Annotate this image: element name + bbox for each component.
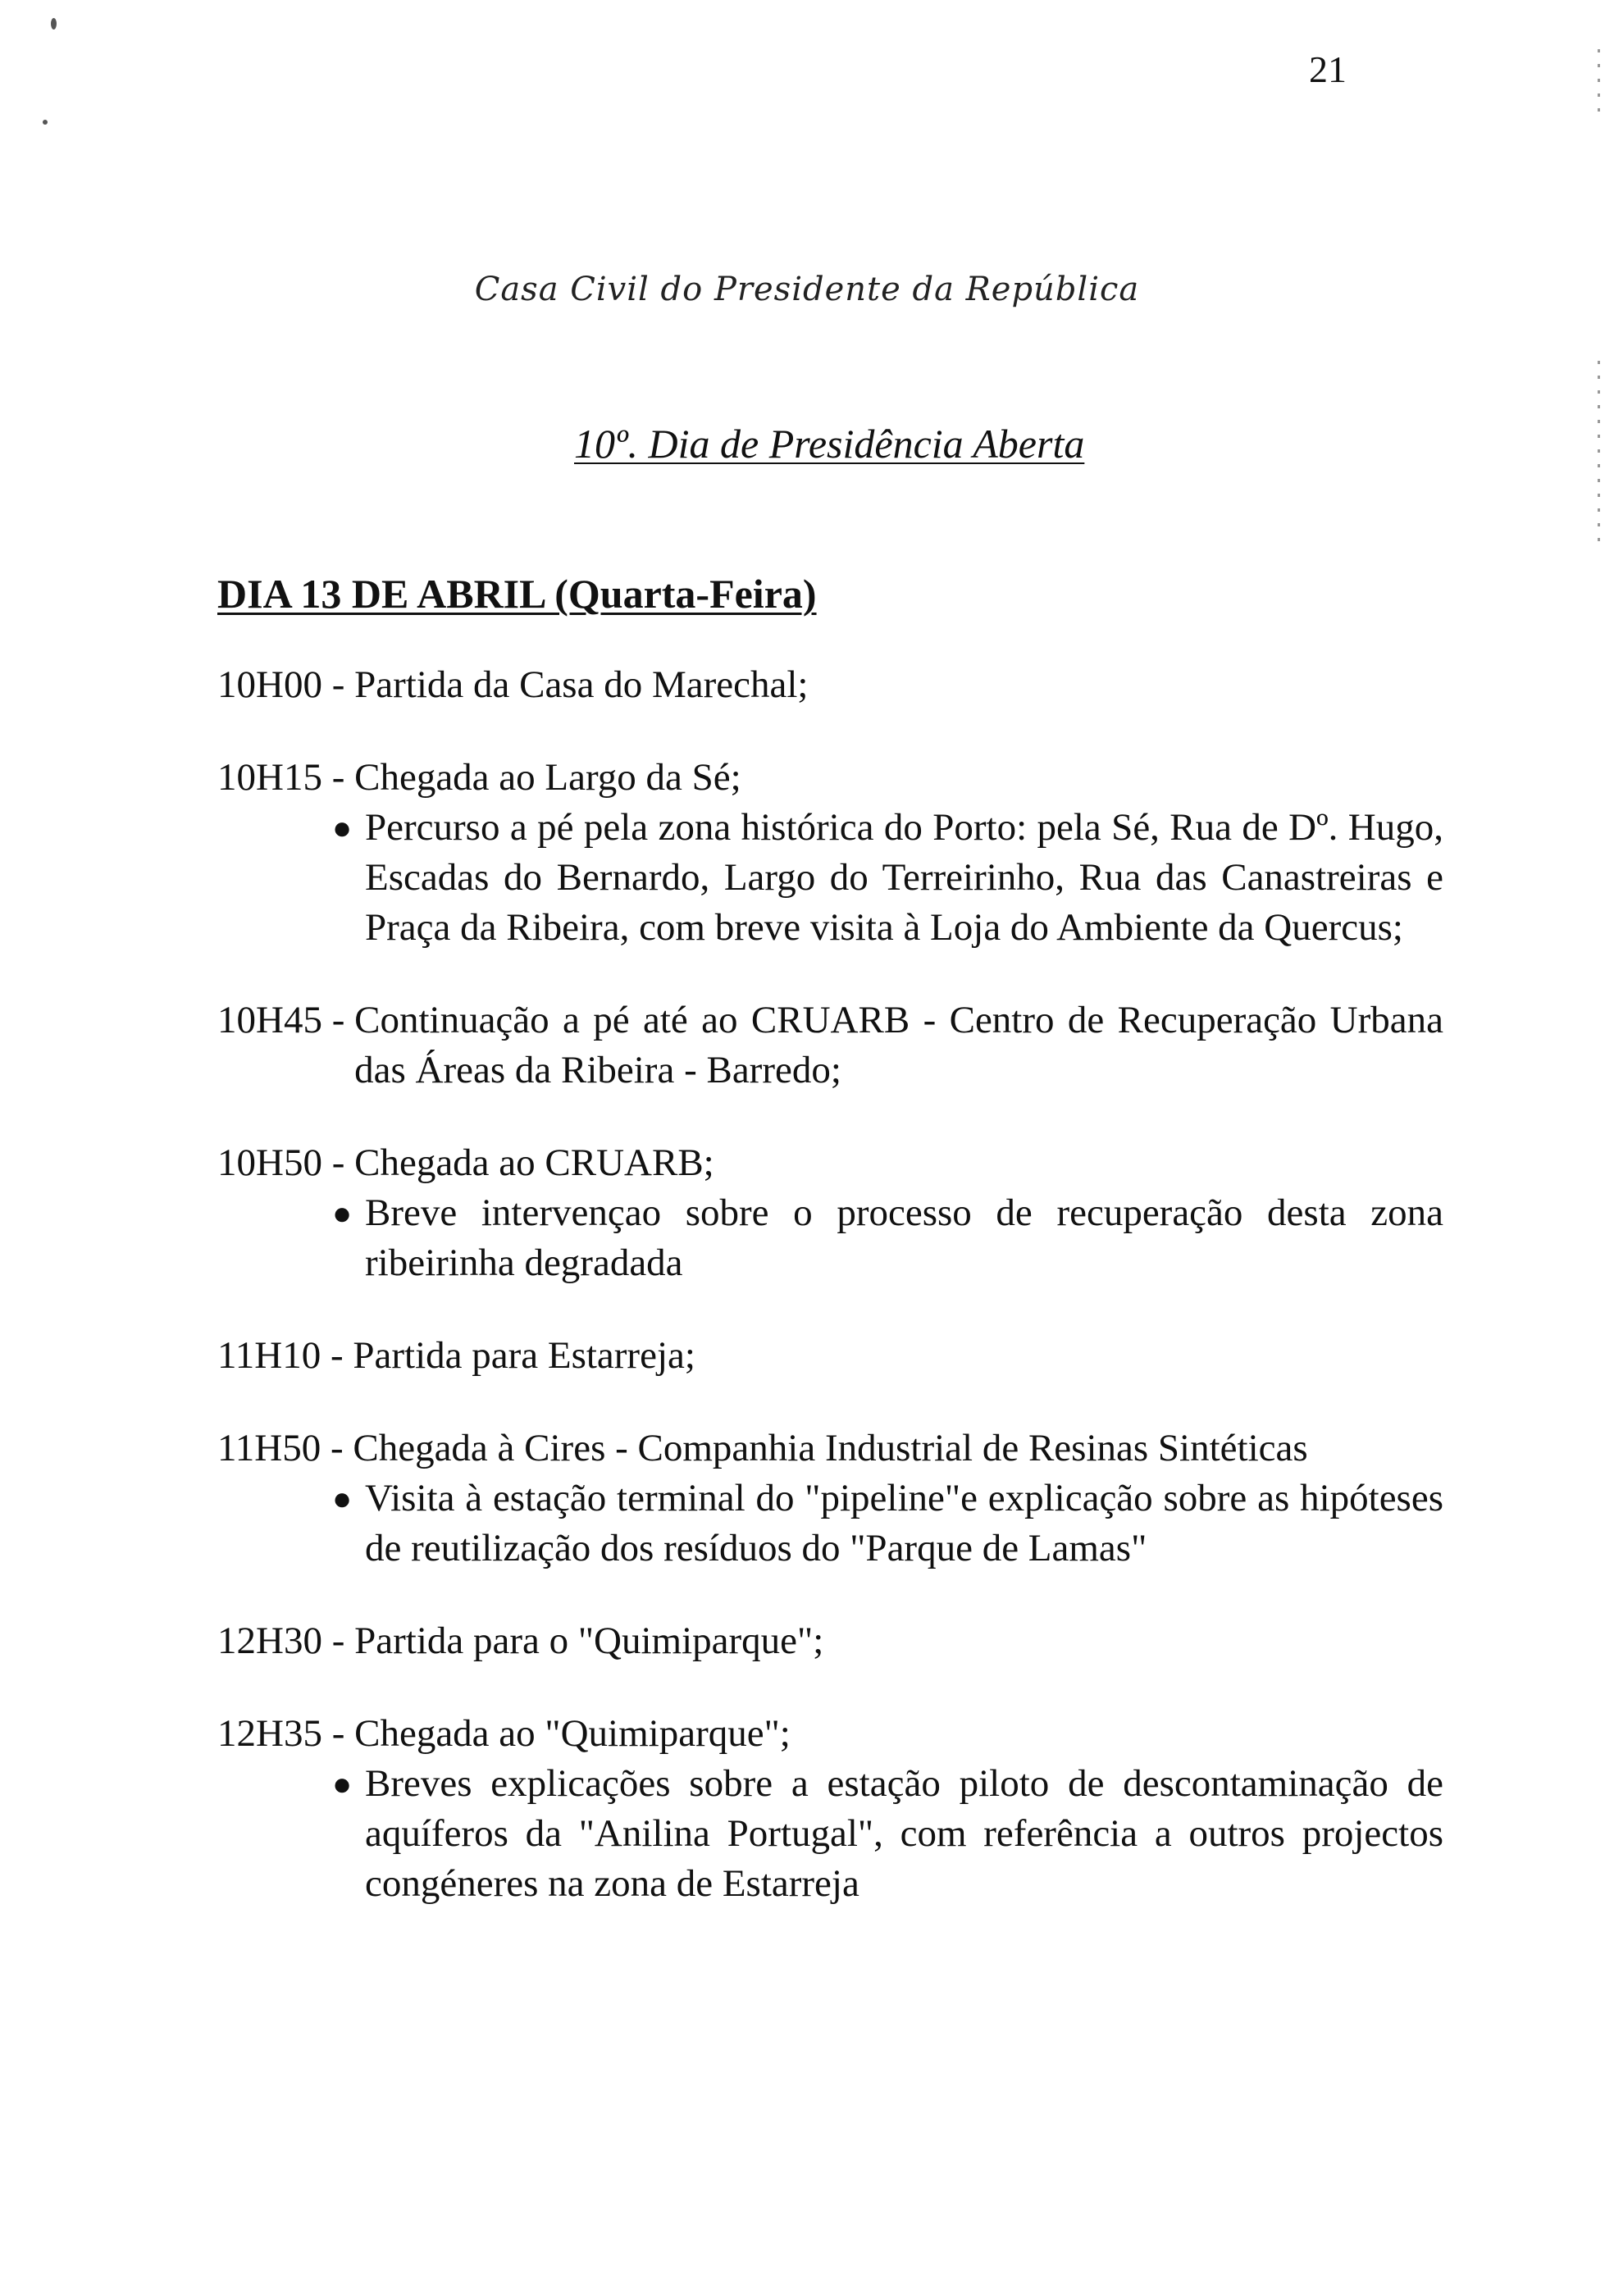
scan-edge-dots: [1598, 361, 1600, 541]
schedule: [217, 660, 1443, 1952]
scan-speck: [51, 18, 57, 30]
detail-text: Breves explicações sobre a estação piloto de descontaminação de aquíferos da "Anilina Portugal", com referência a outros projectos congéneres na zona de Estarreja: [365, 1762, 1443, 1905]
detail-text: Visita à estação terminal do "pipeline"e explicação sobre as hipóteses de reutilização dos resíduos do "Parque de Lamas": [365, 1477, 1443, 1569]
entry-time: 12H30: [217, 1620, 322, 1662]
scan-speck: [43, 120, 48, 125]
entry-text: Chegada ao "Quimiparque";: [354, 1712, 791, 1755]
bullet-icon: ●: [332, 1480, 353, 1517]
entry-time: 10H45: [217, 999, 322, 1041]
schedule-entry: 12H30 - Partida para o "Quimiparque";: [217, 1616, 1443, 1666]
letterhead: Casa Civil do Presidente da República: [474, 271, 1140, 308]
entry-time: 11H10: [217, 1334, 321, 1377]
detail-item: [217, 1474, 1443, 1574]
scan-edge-dots: [1598, 49, 1600, 115]
detail-text: Percurso a pé pela zona histórica do Porto: pela Sé, Rua de Dº. Hugo, Escadas do Bernardo, Largo do Terreirinho, Rua das Canastreiras e Praça da Ribeira, com breve visita à Loja do Ambiente da Quercus;: [365, 806, 1443, 949]
entry-time: 10H00: [217, 663, 322, 706]
detail-text: Breve intervençao sobre o processo de recuperação desta zona ribeirinha degradada: [365, 1191, 1443, 1284]
entry-text: Partida para Estarreja;: [353, 1334, 695, 1377]
bullet-icon: ●: [332, 1765, 353, 1802]
entry-text: Continuação a pé até ao CRUARB - Centro de Recuperação Urbana das Áreas da Ribeira - Barredo;: [354, 999, 1443, 1091]
bullet-icon: ●: [332, 809, 353, 846]
schedule-entry: 11H50 - Chegada à Cires - Companhia Industrial de Resinas Sintéticas ● Visita à estação terminal do "pipeline"e explicação sobre as hipóteses de reutilização dos resíduos do "Parque de Lamas": [217, 1424, 1443, 1574]
entry-time: 10H15: [217, 756, 322, 799]
entry-text: Partida para o "Quimiparque";: [354, 1620, 824, 1662]
page-number: 21: [1309, 48, 1347, 90]
entry-time: 11H50: [217, 1427, 321, 1469]
detail-item: [217, 1759, 1443, 1909]
schedule-entry: 10H15 - Chegada ao Largo da Sé; ● Percurso a pé pela zona histórica do Porto: pela Sé, Rua de Dº. Hugo, Escadas do Bernardo, Largo do Terreirinho, Rua das Canastreiras e Praça da Ribeira, com breve visita à Loja do Ambiente da Quercus;: [217, 753, 1443, 953]
schedule-entry: 10H45 - Continuação a pé até ao CRUARB - Centro de Recuperação Urbana das Áreas da Ribeira - Barredo;: [217, 995, 1443, 1096]
schedule-entry: 11H10 - Partida para Estarreja;: [217, 1331, 1443, 1381]
day-heading: DIA 13 DE ABRIL (Quarta-Feira): [217, 571, 817, 617]
entry-text: Chegada ao CRUARB;: [354, 1141, 714, 1184]
entry-text: Partida da Casa do Marechal;: [354, 663, 809, 706]
schedule-entry: 10H00 - Partida da Casa do Marechal;: [217, 660, 1443, 710]
entry-text: Chegada ao Largo da Sé;: [354, 756, 741, 799]
detail-item: [217, 803, 1443, 953]
schedule-entry: 12H35 - Chegada ao "Quimiparque"; ● Breves explicações sobre a estação piloto de descontaminação de aquíferos da "Anilina Portugal", com referência a outros projectos congéneres na zona de Estarreja: [217, 1709, 1443, 1909]
entry-text: Chegada à Cires - Companhia Industrial de Resinas Sintéticas: [353, 1427, 1308, 1469]
bullet-icon: ●: [332, 1195, 353, 1232]
detail-item: [217, 1188, 1443, 1288]
schedule-entry: 10H50 - Chegada ao CRUARB; ● Breve intervençao sobre o processo de recuperação desta zona ribeirinha degradada: [217, 1138, 1443, 1288]
document-title: 10º. Dia de Presidência Aberta: [574, 421, 1085, 467]
entry-time: 10H50: [217, 1141, 322, 1184]
entry-time: 12H35: [217, 1712, 322, 1755]
